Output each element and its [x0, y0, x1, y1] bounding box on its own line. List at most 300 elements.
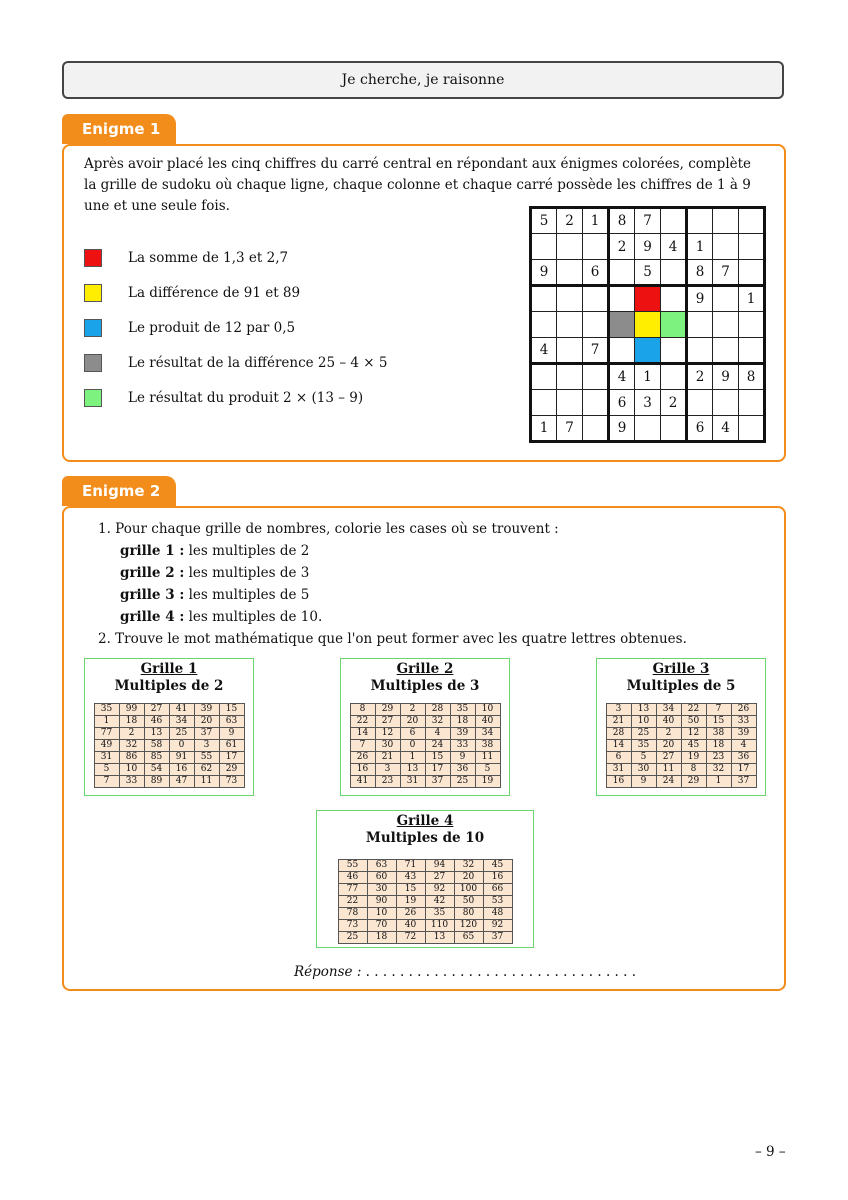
sudoku-cell[interactable]: 5 [531, 208, 557, 234]
sudoku-cell[interactable]: 6 [583, 260, 609, 286]
grid-cell[interactable]: 22 [681, 704, 706, 716]
grid-cell[interactable]: 16 [169, 764, 194, 776]
grid-cell[interactable]: 37 [483, 932, 512, 944]
sudoku-cell[interactable] [661, 260, 687, 286]
grid-cell[interactable]: 17 [731, 764, 756, 776]
sudoku-cell[interactable] [739, 312, 765, 338]
red-square-icon [84, 249, 102, 267]
sudoku-cell[interactable]: 1 [739, 286, 765, 312]
grid-cell[interactable]: 4 [425, 728, 450, 740]
grid-cell[interactable]: 71 [396, 860, 425, 872]
question-item [98, 606, 687, 628]
grid-cell[interactable]: 19 [396, 896, 425, 908]
grille-name: Grille 1 [140, 661, 198, 677]
sudoku-cell[interactable] [635, 312, 661, 338]
sudoku-cell[interactable]: 5 [635, 260, 661, 286]
grid-cell[interactable]: 18 [706, 740, 731, 752]
sudoku-cell[interactable] [531, 286, 557, 312]
grid-cell[interactable]: 37 [194, 728, 219, 740]
grid-cell[interactable]: 16 [483, 872, 512, 884]
sudoku-cell[interactable]: 2 [687, 364, 713, 390]
sudoku-cell[interactable] [557, 312, 583, 338]
grid-cell[interactable]: 6 [400, 728, 425, 740]
grid-cell[interactable]: 1 [706, 776, 731, 788]
grid-cell[interactable]: 21 [606, 716, 631, 728]
grid-cell[interactable]: 22 [338, 896, 367, 908]
sudoku-cell[interactable] [661, 312, 687, 338]
grid-cell[interactable]: 80 [454, 908, 483, 920]
sudoku-cell[interactable] [713, 390, 739, 416]
legend-item-gray [84, 353, 388, 373]
grid-row [350, 704, 500, 716]
sudoku-cell[interactable]: 9 [609, 416, 635, 442]
grid-cell[interactable]: 40 [396, 920, 425, 932]
grid-cell[interactable]: 61 [219, 740, 244, 752]
grid-cell[interactable]: 32 [706, 764, 731, 776]
grid-row [338, 932, 512, 944]
sudoku-cell[interactable]: 8 [739, 364, 765, 390]
grid-cell[interactable]: 31 [606, 764, 631, 776]
sudoku-cell[interactable] [609, 260, 635, 286]
grid-row [94, 704, 244, 716]
sudoku-cell[interactable]: 9 [635, 234, 661, 260]
grille-name: Grille 4 [396, 813, 454, 829]
grid-cell[interactable]: 14 [606, 740, 631, 752]
grid-cell[interactable]: 55 [338, 860, 367, 872]
sudoku-cell[interactable] [687, 312, 713, 338]
sudoku-row [531, 260, 765, 286]
grid-cell[interactable]: 47 [169, 776, 194, 788]
grid-cell[interactable]: 63 [367, 860, 396, 872]
legend-item-blue [84, 318, 295, 338]
grid-cell[interactable]: 49 [94, 740, 119, 752]
sudoku-cell[interactable] [531, 390, 557, 416]
grid-cell[interactable]: 77 [338, 884, 367, 896]
sudoku-cell[interactable]: 1 [687, 234, 713, 260]
grid-cell[interactable]: 53 [483, 896, 512, 908]
grid-cell[interactable]: 24 [656, 776, 681, 788]
grid-cell[interactable]: 32 [119, 740, 144, 752]
yellow-square-icon [84, 284, 102, 302]
sudoku-cell[interactable] [739, 208, 765, 234]
sudoku-cell[interactable]: 4 [609, 364, 635, 390]
grid-cell[interactable]: 63 [219, 716, 244, 728]
sudoku-cell[interactable]: 7 [583, 338, 609, 364]
grid-cell[interactable]: 45 [681, 740, 706, 752]
grid-cell[interactable]: 29 [219, 764, 244, 776]
grid-cell[interactable]: 99 [119, 704, 144, 716]
green-square-icon [84, 389, 102, 407]
grid-cell[interactable]: 30 [367, 884, 396, 896]
sudoku-row [531, 338, 765, 364]
grid-cell[interactable]: 86 [119, 752, 144, 764]
grid-cell[interactable]: 15 [706, 716, 731, 728]
sudoku-cell[interactable] [713, 312, 739, 338]
number-grid[interactable] [94, 703, 245, 788]
grid-cell[interactable]: 32 [425, 716, 450, 728]
sudoku-cell[interactable] [557, 286, 583, 312]
grid-cell[interactable]: 18 [367, 932, 396, 944]
grid-cell[interactable]: 25 [631, 728, 656, 740]
grid-cell[interactable]: 30 [631, 764, 656, 776]
grid-cell[interactable]: 9 [219, 728, 244, 740]
grid-cell[interactable]: 17 [219, 752, 244, 764]
enigme1-box [62, 144, 786, 462]
sudoku-cell[interactable] [687, 208, 713, 234]
grid-cell[interactable]: 32 [454, 860, 483, 872]
sudoku-cell[interactable] [583, 234, 609, 260]
grid-cell[interactable]: 50 [454, 896, 483, 908]
sudoku-row [531, 234, 765, 260]
legend-text: Le produit de 12 par 0,5 [128, 320, 296, 336]
sudoku-cell[interactable]: 4 [531, 338, 557, 364]
grid-cell[interactable]: 37 [425, 776, 450, 788]
item-label: grille 4 : [120, 609, 185, 625]
sudoku-cell[interactable] [557, 234, 583, 260]
grid-row [338, 920, 512, 932]
grid-cell[interactable]: 5 [94, 764, 119, 776]
grid-cell[interactable]: 9 [631, 776, 656, 788]
sudoku-cell[interactable] [713, 234, 739, 260]
enigme1-intro: Après avoir placé les cinq chiffres du carré central en répondant aux énigmes colorées, complète la grille de sudoku où chaque ligne, chaque colonne et chaque carré possède les chiffres de 1 à 9 une et une seule fois. [84, 156, 752, 214]
sudoku-cell[interactable]: 8 [609, 208, 635, 234]
sudoku-cell[interactable]: 9 [531, 260, 557, 286]
grid-cell[interactable]: 20 [400, 716, 425, 728]
grid-cell[interactable]: 12 [375, 728, 400, 740]
grid-cell[interactable]: 16 [350, 764, 375, 776]
grid-cell[interactable]: 26 [350, 752, 375, 764]
sudoku-cell[interactable] [583, 416, 609, 442]
grille-3 [596, 658, 766, 796]
sudoku-cell[interactable] [583, 390, 609, 416]
grid-cell[interactable]: 8 [350, 704, 375, 716]
grid-cell[interactable]: 34 [475, 728, 500, 740]
grid-cell[interactable]: 20 [454, 872, 483, 884]
sudoku-cell[interactable]: 6 [687, 416, 713, 442]
grid-cell[interactable]: 27 [425, 872, 454, 884]
sudoku-cell[interactable] [531, 234, 557, 260]
grid-cell[interactable]: 42 [425, 896, 454, 908]
grid-cell[interactable]: 11 [656, 764, 681, 776]
grid-cell[interactable]: 35 [450, 704, 475, 716]
number-grid[interactable] [606, 703, 757, 788]
grid-cell[interactable]: 27 [375, 716, 400, 728]
sudoku-cell[interactable]: 7 [635, 208, 661, 234]
number-grid[interactable] [338, 859, 513, 944]
grille-subtitle: Multiples de 3 [370, 678, 480, 694]
grid-cell[interactable]: 38 [475, 740, 500, 752]
grid-cell[interactable]: 91 [169, 752, 194, 764]
grid-cell[interactable]: 39 [194, 704, 219, 716]
sudoku-cell[interactable] [557, 260, 583, 286]
grid-cell[interactable]: 12 [681, 728, 706, 740]
sudoku-cell[interactable] [713, 286, 739, 312]
grid-cell[interactable]: 27 [656, 752, 681, 764]
grid-cell[interactable]: 28 [606, 728, 631, 740]
grid-cell[interactable]: 23 [706, 752, 731, 764]
sudoku-cell[interactable] [635, 416, 661, 442]
grid-cell[interactable]: 13 [400, 764, 425, 776]
sudoku-cell[interactable] [739, 260, 765, 286]
grid-cell[interactable]: 35 [425, 908, 454, 920]
grid-cell[interactable]: 19 [681, 752, 706, 764]
grid-cell[interactable]: 41 [169, 704, 194, 716]
item-label: grille 3 : [120, 587, 185, 603]
grid-cell[interactable]: 33 [119, 776, 144, 788]
grid-cell[interactable]: 1 [94, 716, 119, 728]
sudoku-cell[interactable] [557, 390, 583, 416]
grid-row [606, 776, 756, 788]
grid-cell[interactable]: 16 [606, 776, 631, 788]
item-label: grille 1 : [120, 543, 185, 559]
sudoku-cell[interactable]: 9 [713, 364, 739, 390]
sudoku-row [531, 364, 765, 390]
grid-cell[interactable]: 73 [338, 920, 367, 932]
sudoku-cell[interactable] [713, 338, 739, 364]
grid-cell[interactable]: 36 [731, 752, 756, 764]
sudoku-cell[interactable]: 7 [713, 260, 739, 286]
sudoku-cell[interactable]: 7 [557, 416, 583, 442]
grid-cell[interactable]: 3 [375, 764, 400, 776]
sudoku-row [531, 390, 765, 416]
legend-item-red [84, 248, 288, 268]
enigme2-box [62, 506, 786, 991]
grid-cell[interactable]: 22 [350, 716, 375, 728]
grid-cell[interactable]: 78 [338, 908, 367, 920]
grid-cell[interactable]: 66 [483, 884, 512, 896]
grid-cell[interactable]: 2 [119, 728, 144, 740]
grid-cell[interactable]: 29 [375, 704, 400, 716]
grid-cell[interactable]: 50 [681, 716, 706, 728]
grid-cell[interactable]: 3 [606, 704, 631, 716]
grid-cell[interactable]: 38 [706, 728, 731, 740]
grid-cell[interactable]: 92 [483, 920, 512, 932]
grid-cell[interactable]: 40 [475, 716, 500, 728]
grid-cell[interactable]: 7 [706, 704, 731, 716]
sudoku-cell[interactable] [739, 416, 765, 442]
answer-line[interactable] [294, 964, 636, 980]
sudoku-cell[interactable]: 6 [609, 390, 635, 416]
sudoku-cell[interactable]: 1 [531, 416, 557, 442]
grid-cell[interactable]: 41 [350, 776, 375, 788]
grid-cell[interactable]: 73 [219, 776, 244, 788]
grid-cell[interactable]: 10 [475, 704, 500, 716]
sudoku-cell[interactable] [635, 286, 661, 312]
grid-cell[interactable]: 45 [483, 860, 512, 872]
sudoku-cell[interactable] [661, 416, 687, 442]
grid-cell[interactable]: 2 [400, 704, 425, 716]
grid-cell[interactable]: 72 [396, 932, 425, 944]
sudoku-cell[interactable] [583, 364, 609, 390]
grid-cell[interactable]: 10 [367, 908, 396, 920]
grid-cell[interactable]: 31 [94, 752, 119, 764]
grid-cell[interactable]: 36 [450, 764, 475, 776]
sudoku-cell[interactable]: 4 [661, 234, 687, 260]
grid-cell[interactable]: 25 [338, 932, 367, 944]
sudoku-cell[interactable] [557, 364, 583, 390]
grid-cell[interactable]: 27 [144, 704, 169, 716]
grid-cell[interactable]: 7 [350, 740, 375, 752]
grid-cell[interactable]: 20 [194, 716, 219, 728]
grid-cell[interactable]: 19 [475, 776, 500, 788]
sudoku-cell[interactable] [583, 312, 609, 338]
grid-cell[interactable]: 25 [169, 728, 194, 740]
grid-cell[interactable]: 15 [219, 704, 244, 716]
grid-cell[interactable]: 10 [119, 764, 144, 776]
grid-cell[interactable]: 24 [425, 740, 450, 752]
sudoku-cell[interactable] [687, 390, 713, 416]
grid-cell[interactable]: 46 [144, 716, 169, 728]
grid-cell[interactable]: 2 [656, 728, 681, 740]
grid-row [350, 752, 500, 764]
grid-cell[interactable]: 34 [169, 716, 194, 728]
sudoku-cell[interactable] [687, 338, 713, 364]
grille-1 [84, 658, 254, 796]
sudoku-cell[interactable] [583, 286, 609, 312]
sudoku-cell[interactable] [661, 208, 687, 234]
number-grid[interactable] [350, 703, 501, 788]
sudoku-cell[interactable] [609, 338, 635, 364]
sudoku-cell[interactable]: 2 [609, 234, 635, 260]
grid-cell[interactable]: 60 [367, 872, 396, 884]
grid-cell[interactable]: 8 [681, 764, 706, 776]
grid-cell[interactable]: 20 [656, 740, 681, 752]
grid-cell[interactable]: 46 [338, 872, 367, 884]
grid-cell[interactable]: 4 [731, 740, 756, 752]
enigme2-tab [62, 476, 176, 506]
sudoku-cell[interactable] [531, 364, 557, 390]
sudoku-cell[interactable] [713, 208, 739, 234]
grid-row [606, 704, 756, 716]
grid-row [350, 740, 500, 752]
grid-cell[interactable]: 48 [483, 908, 512, 920]
sudoku-cell[interactable]: 2 [557, 208, 583, 234]
grid-cell[interactable]: 18 [119, 716, 144, 728]
grid-row [350, 776, 500, 788]
sudoku-cell[interactable]: 8 [687, 260, 713, 286]
grid-row [338, 860, 512, 872]
grid-cell[interactable]: 11 [194, 776, 219, 788]
grid-cell[interactable]: 94 [425, 860, 454, 872]
item-text: les multiples de 3 [188, 565, 310, 581]
grid-cell[interactable]: 28 [425, 704, 450, 716]
grid-cell[interactable]: 37 [731, 776, 756, 788]
grid-cell[interactable]: 13 [144, 728, 169, 740]
grid-cell[interactable]: 33 [731, 716, 756, 728]
sudoku-cell[interactable]: 1 [635, 364, 661, 390]
grid-cell[interactable]: 40 [656, 716, 681, 728]
grid-cell[interactable]: 92 [425, 884, 454, 896]
grid-cell[interactable]: 30 [375, 740, 400, 752]
grid-cell[interactable]: 1 [400, 752, 425, 764]
grid-cell[interactable]: 23 [375, 776, 400, 788]
sudoku-cell[interactable] [609, 286, 635, 312]
grid-cell[interactable]: 6 [606, 752, 631, 764]
grid-cell[interactable]: 35 [94, 704, 119, 716]
sudoku-cell[interactable] [739, 338, 765, 364]
grille-name: Grille 3 [652, 661, 710, 677]
grid-cell[interactable]: 17 [425, 764, 450, 776]
enigme1-tab-label: Enigme 1 [82, 120, 161, 138]
grid-cell[interactable]: 85 [144, 752, 169, 764]
grid-cell[interactable]: 39 [731, 728, 756, 740]
grid-cell[interactable]: 0 [169, 740, 194, 752]
grid-cell[interactable]: 54 [144, 764, 169, 776]
grid-cell[interactable]: 110 [425, 920, 454, 932]
grid-cell[interactable]: 18 [450, 716, 475, 728]
grid-cell[interactable]: 34 [656, 704, 681, 716]
grid-cell[interactable]: 65 [454, 932, 483, 944]
grid-cell[interactable]: 62 [194, 764, 219, 776]
sudoku-cell[interactable] [531, 312, 557, 338]
grid-cell[interactable]: 14 [350, 728, 375, 740]
grid-cell[interactable]: 90 [367, 896, 396, 908]
grid-cell[interactable]: 5 [475, 764, 500, 776]
sudoku-row [531, 286, 765, 312]
grid-cell[interactable]: 25 [450, 776, 475, 788]
sudoku-cell[interactable] [609, 312, 635, 338]
sudoku-cell[interactable]: 4 [713, 416, 739, 442]
grid-cell[interactable]: 9 [450, 752, 475, 764]
sudoku-cell[interactable] [739, 390, 765, 416]
grid-cell[interactable]: 3 [194, 740, 219, 752]
grid-cell[interactable]: 29 [681, 776, 706, 788]
grid-cell[interactable]: 15 [425, 752, 450, 764]
grid-cell[interactable]: 100 [454, 884, 483, 896]
grid-cell[interactable]: 13 [425, 932, 454, 944]
grid-row [606, 764, 756, 776]
grid-cell[interactable]: 21 [375, 752, 400, 764]
grid-cell[interactable]: 58 [144, 740, 169, 752]
grid-cell[interactable]: 33 [450, 740, 475, 752]
sudoku-cell[interactable]: 9 [687, 286, 713, 312]
grid-cell[interactable]: 120 [454, 920, 483, 932]
grid-cell[interactable]: 0 [400, 740, 425, 752]
grille-subtitle: Multiples de 2 [114, 678, 224, 694]
grid-cell[interactable]: 77 [94, 728, 119, 740]
grid-cell[interactable]: 10 [631, 716, 656, 728]
grid-cell[interactable]: 26 [731, 704, 756, 716]
sudoku-cell[interactable] [557, 338, 583, 364]
grid-cell[interactable]: 55 [194, 752, 219, 764]
sudoku-cell[interactable] [661, 364, 687, 390]
blue-square-icon [84, 319, 102, 337]
grid-cell[interactable]: 70 [367, 920, 396, 932]
gray-square-icon [84, 354, 102, 372]
grid-cell[interactable]: 11 [475, 752, 500, 764]
sudoku-cell[interactable]: 1 [583, 208, 609, 234]
grid-cell[interactable]: 31 [400, 776, 425, 788]
grid-cell[interactable]: 26 [396, 908, 425, 920]
sudoku-cell[interactable] [661, 286, 687, 312]
sudoku-cell[interactable]: 3 [635, 390, 661, 416]
grid-cell[interactable]: 89 [144, 776, 169, 788]
grid-cell[interactable]: 13 [631, 704, 656, 716]
grid-cell[interactable]: 5 [631, 752, 656, 764]
sudoku-cell[interactable] [635, 338, 661, 364]
sudoku-grid [529, 206, 766, 443]
grid-cell[interactable]: 35 [631, 740, 656, 752]
sudoku-cell[interactable]: 2 [661, 390, 687, 416]
sudoku-cell[interactable] [661, 338, 687, 364]
grid-cell[interactable]: 39 [450, 728, 475, 740]
grid-cell[interactable]: 43 [396, 872, 425, 884]
sudoku-row [531, 416, 765, 442]
grid-cell[interactable]: 15 [396, 884, 425, 896]
legend-item-green [84, 388, 363, 408]
sudoku-cell[interactable] [739, 234, 765, 260]
grid-cell[interactable]: 7 [94, 776, 119, 788]
